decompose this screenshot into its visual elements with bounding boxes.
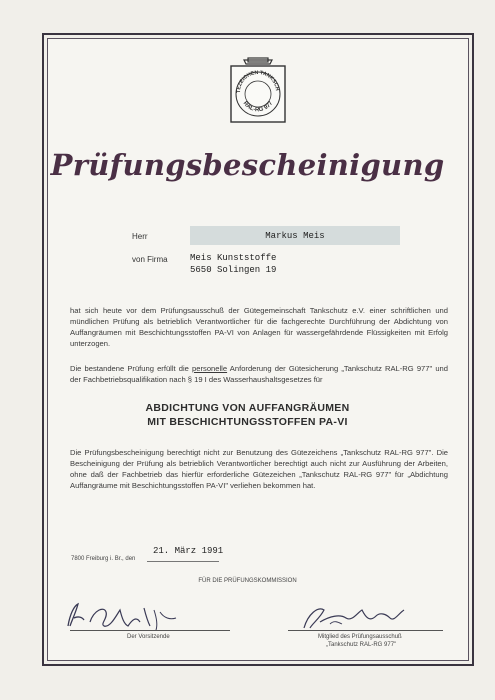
date-line xyxy=(147,561,219,562)
inner-border xyxy=(47,38,469,661)
chairman-caption: Der Vorsitzende xyxy=(127,634,170,640)
paragraph-exam: hat sich heute vor dem Prüfungsausschuß der Gütegemeinschaft Tankschutz e.V. einer schriftlichen und mündlichen Prüfung als betrieblich Verantwortlicher für die fachgerechte Durchführung der Abdichtung von Auffangräumen mit Beschichtungsstoffen PA-VI von Anlagen für wassergefährdende Flüssigkeiten mit Erfolg unterzogen. xyxy=(70,306,448,348)
paragraph-requirement-before: Die bestandene Prüfung erfüllt die xyxy=(70,364,193,373)
heading-line-1: ABDICHTUNG VON AUFFANGRÄUMEN xyxy=(145,402,350,414)
paragraph-restriction: Die Prüfungsbescheinigung berechtigt nicht zur Benutzung des Gütezeichens „Tankschutz RAL-RG 977". Die Bescheinigung der Prüfung als betrieblich Verantwortlicher berechtigt auch nicht zur Ausführung der Arbeiten, ohne daß der Fachbetrieb das hierfür erforderliche Gütezeichen „Tankschutz RAL-RG 977" für „Abdichtung Auffangräume mit Beschichtungsstoffen PA-VI" verliehen bekommen hat. xyxy=(70,448,448,490)
quality-seal xyxy=(228,56,288,124)
salutation-label: Herr xyxy=(132,232,148,241)
signature-line-left xyxy=(70,630,230,631)
document-title: Prüfungsbescheinigung xyxy=(50,148,445,182)
seal-ring-text: TEZEICHEN TANKSCH xyxy=(235,69,280,94)
commission-label: FÜR DIE PRÜFUNGSKOMMISSION xyxy=(198,578,297,584)
member-caption-line-1: Mitglied des Prüfungsausschuß xyxy=(318,634,402,640)
paragraph-requirement-after: Anforderung der Gütesicherung „Tankschutz RAL-RG 977" und der Fachbetriebsqualifikation nach § 19 I des Wasserhaushaltsgesetzes für xyxy=(70,364,448,384)
signature-line-right xyxy=(288,630,443,631)
heading-line-2: MIT BESCHICHTUNGSSTOFFEN PA-VI xyxy=(147,416,348,428)
recipient-name: Markus Meis xyxy=(265,231,325,241)
signature-member xyxy=(300,600,410,637)
place-label: 7800 Freiburg i. Br., den xyxy=(71,556,136,562)
issue-date: 21. März 1991 xyxy=(153,546,224,556)
company-label: von Firma xyxy=(132,255,168,264)
member-caption-line-2: „Tankschutz RAL-RG 977" xyxy=(326,642,397,648)
paragraph-requirement-underlined: personelle xyxy=(192,364,228,373)
company-name: Meis Kunststoffe xyxy=(190,253,277,263)
paragraph-requirement xyxy=(70,363,448,385)
company-address: 5650 Solingen 19 xyxy=(190,265,277,275)
seal-code: RAL-RG 977 xyxy=(241,100,275,114)
